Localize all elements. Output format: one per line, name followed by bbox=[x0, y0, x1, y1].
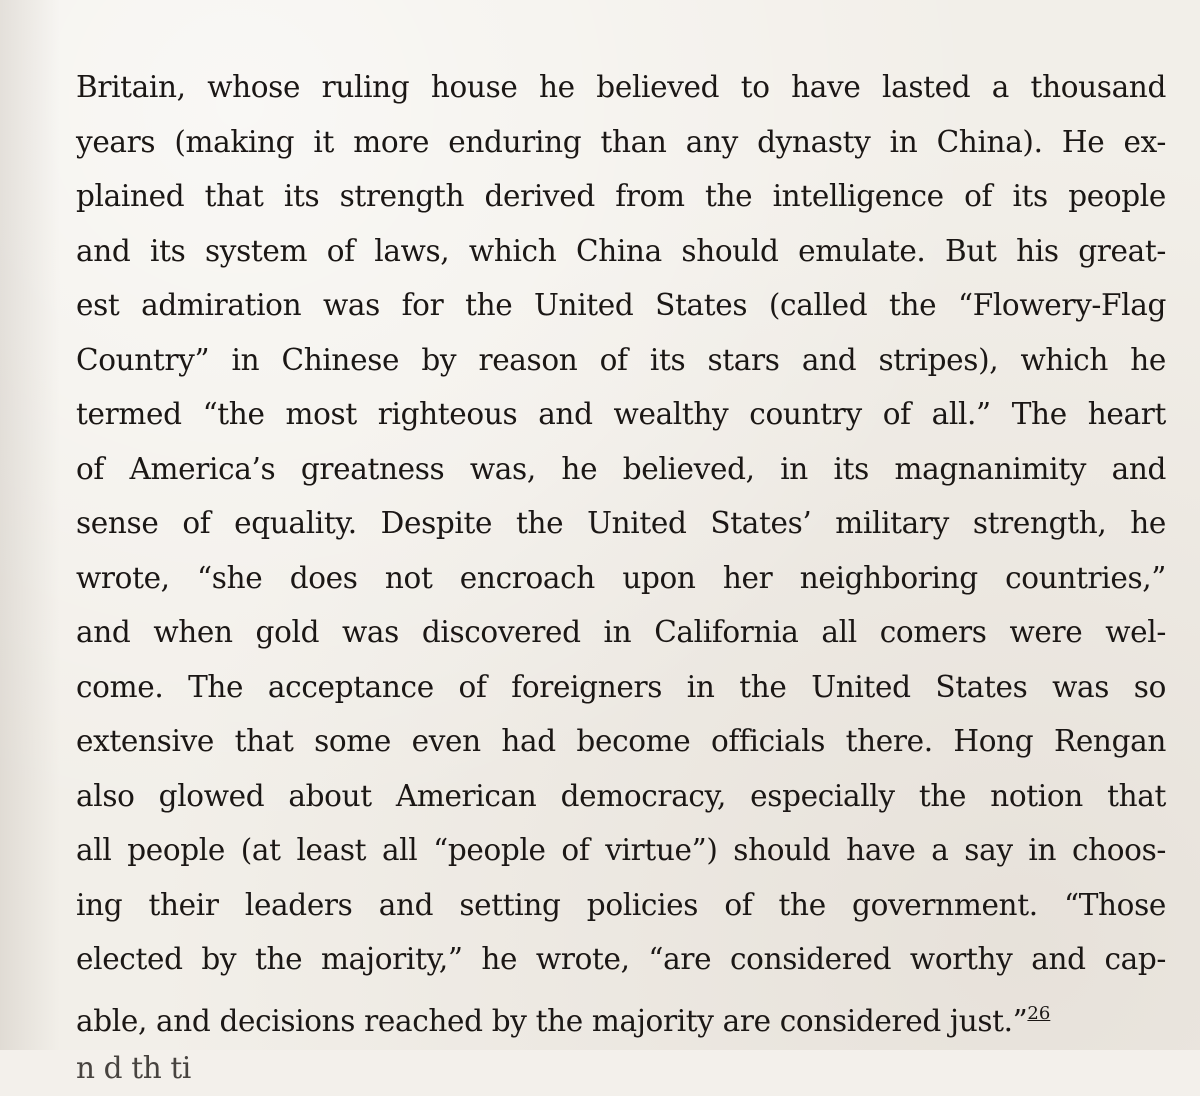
text-line: Britain, whose ruling house he believed to have lasted a thousand bbox=[76, 70, 1166, 104]
text-line-last bbox=[76, 987, 1166, 1042]
footnote-marker[interactable]: 26 bbox=[1027, 1002, 1051, 1024]
text-line: all people (at least all “people of virtue”) should have a say in choos- bbox=[76, 833, 1166, 867]
body-text bbox=[76, 60, 1166, 1085]
text-line: of America’s greatness was, he believed, in its magnanimity and bbox=[76, 451, 1166, 486]
text-line: termed “the most righteous and wealthy country of all.” The heart bbox=[76, 397, 1166, 431]
page-edge-shadow bbox=[0, 0, 60, 1050]
text-line: plained that its strength derived from the intelligence of its people bbox=[76, 179, 1166, 213]
text-line: years (making it more enduring than any dynasty in China). He ex- bbox=[76, 124, 1166, 159]
text-line: elected by the majority,” he wrote, “are considered worthy and cap- bbox=[76, 942, 1166, 976]
text-line-last-content: able, and decisions reached by the majority are considered just.” bbox=[76, 1003, 1028, 1038]
text-line: wrote, “she does not encroach upon her neighboring countries,” bbox=[76, 560, 1166, 595]
text-line: extensive that some even had become officials there. Hong Rengan bbox=[76, 724, 1166, 758]
text-line: come. The acceptance of foreigners in the United States was so bbox=[76, 669, 1166, 704]
text-line: ing their leaders and setting policies of the government. “Those bbox=[76, 887, 1166, 922]
text-line: also glowed about American democracy, especially the notion that bbox=[76, 778, 1166, 813]
text-line: and when gold was discovered in California all comers were wel- bbox=[76, 615, 1166, 649]
text-line: and its system of laws, which China should emulate. But his great- bbox=[76, 233, 1166, 268]
text-line: sense of equality. Despite the United States’ military strength, he bbox=[76, 506, 1166, 540]
partial-cut-line: n d th ti bbox=[76, 1051, 192, 1085]
text-line: Country” in Chinese by reason of its stars and stripes), which he bbox=[76, 342, 1166, 377]
text-line: est admiration was for the United States (called the “Flowery-Flag bbox=[76, 288, 1166, 322]
